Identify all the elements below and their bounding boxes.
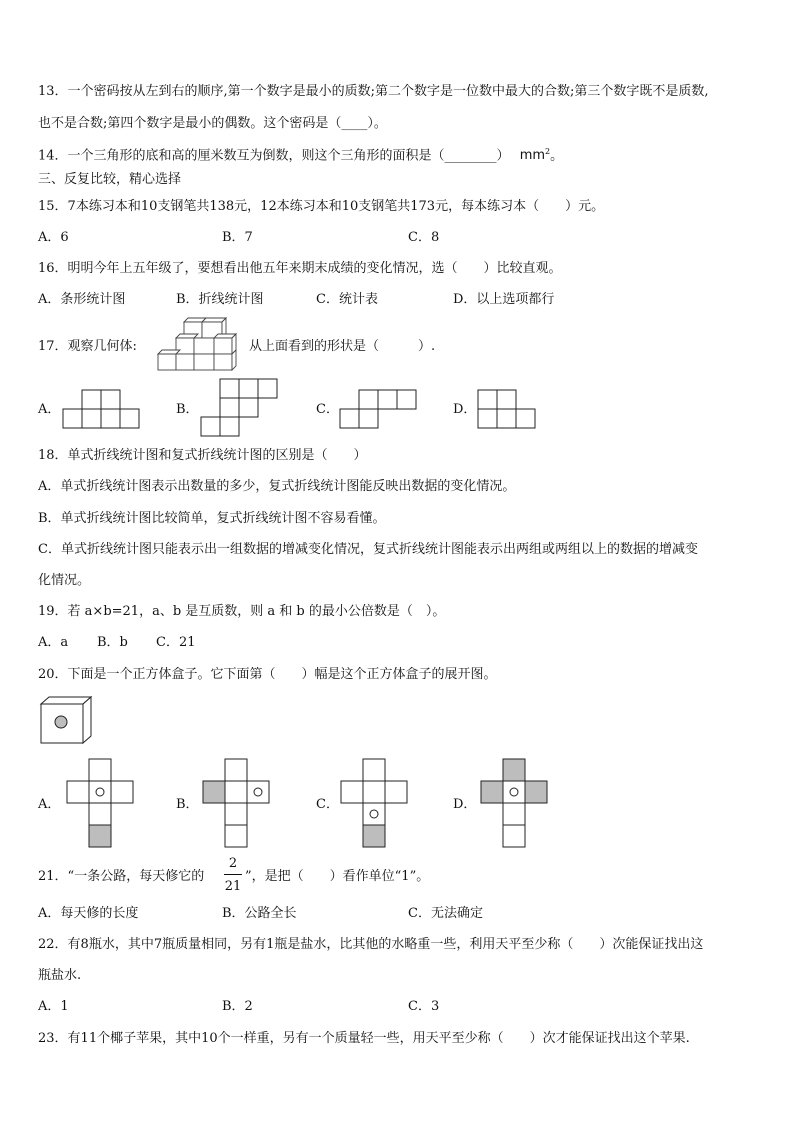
q20-option-c-net (340, 758, 410, 850)
q22-option-b[interactable]: B．2 (222, 999, 253, 1014)
q15-option-b[interactable]: B．7 (222, 230, 253, 245)
q13-line2: 也不是合数;第四个数字是最小的偶数。这个密码是（____）。 (38, 116, 387, 131)
q21-stem-a: 21．“一条公路，每天修它的 (38, 869, 205, 884)
q17-stem-a: 17．观察几何体: (38, 339, 137, 354)
q21-option-b[interactable]: B．公路全长 (222, 906, 297, 921)
q16-option-d[interactable]: D．以上选项都行 (453, 292, 555, 307)
q17-solid-figure (156, 320, 242, 372)
q18-option-c-line2: 化情况。 (38, 573, 91, 588)
q17-option-d-figure (477, 389, 537, 429)
q16-option-c[interactable]: C．统计表 (316, 292, 378, 307)
q18-option-c-line1[interactable]: C．单式折线统计图只能表示出一组数据的增减变化情况，复式折线统计图能表示出两组或两组以上的数据的增减变 (38, 542, 698, 557)
q21-fraction-bar (224, 874, 242, 875)
q18-stem: 18．单式折线统计图和复式折线统计图的区别是（ ） (38, 448, 367, 463)
q14-end: 。 (550, 148, 564, 164)
q17-option-b-figure (200, 378, 278, 438)
q14-stem (38, 148, 563, 162)
q14-unit: mm (519, 148, 546, 164)
q17-option-c-figure (339, 389, 417, 429)
q20-option-a-net (66, 758, 136, 850)
q20-option-d-net (480, 758, 550, 850)
q17-stem-b: 从上面看到的形状是（ ）. (249, 339, 436, 354)
q22-option-a[interactable]: A．1 (38, 999, 69, 1014)
q20-option-d[interactable]: D． (453, 797, 477, 812)
q19-option-c[interactable]: C．21 (156, 635, 196, 650)
q17-option-a-figure (62, 389, 140, 429)
q22-option-c[interactable]: C．3 (408, 999, 440, 1014)
q15-option-a[interactable]: A．6 (38, 230, 69, 245)
q20-cube-box (40, 696, 94, 746)
q14-text: 14．一个三角形的底和高的厘米数互为倒数，则这个三角形的面积是（________） (38, 148, 510, 164)
q16-stem: 16．明明今年上五年级了，要想看出他五年来期末成绩的变化情况，选（ ）比较直观。 (38, 261, 562, 276)
q21-option-c[interactable]: C．无法确定 (408, 906, 483, 921)
q15-stem: 15．7本练习本和10支钢笔共138元，12本练习本和10支钢笔共173元，每本练习本（ ）元。 (38, 199, 605, 214)
q21-fraction-numerator: 2 (228, 856, 238, 871)
q15-option-c[interactable]: C．8 (408, 230, 440, 245)
q17-option-b[interactable]: B． (176, 402, 199, 417)
q17-option-a[interactable]: A． (38, 402, 61, 417)
q21-fraction-denominator: 21 (224, 879, 242, 894)
q22-line1: 22．有8瓶水，其中7瓶质量相同，另有1瓶是盐水，比其他的水略重一些，利用天平至少称（ ）次能保证找出这 (38, 937, 704, 952)
q18-option-a[interactable]: A．单式折线统计图表示出数量的多少，复式折线统计图能反映出数据的变化情况。 (38, 479, 516, 494)
q20-option-c[interactable]: C． (316, 797, 339, 812)
q13-line1: 13．一个密码按从左到右的顺序,第一个数字是最小的质数;第二个数字是一位数中最大的合数;第三个数字既不是质数, (38, 84, 709, 99)
q20-stem: 20．下面是一个正方体盒子。它下面第（ ）幅是这个正方体盒子的展开图。 (38, 667, 497, 682)
q20-option-a[interactable]: A． (38, 797, 61, 812)
q21-option-a[interactable]: A．每天修的长度 (38, 906, 139, 921)
q22-line2: 瓶盐水. (38, 968, 82, 983)
q20-option-b[interactable]: B． (176, 797, 199, 812)
q18-option-b[interactable]: B．单式折线统计图比较简单，复式折线统计图不容易看懂。 (38, 511, 386, 526)
q23-stem: 23．有11个椰子苹果，其中10个一样重，另有一个质量轻一些，用天平至少称（ ）次才能保证找出这个苹果. (38, 1031, 690, 1046)
q20-option-b-net (202, 758, 272, 850)
q16-option-a[interactable]: A．条形统计图 (38, 292, 126, 307)
q19-option-b[interactable]: B．b (97, 635, 128, 650)
q17-option-c[interactable]: C． (316, 402, 339, 417)
q19-stem: 19．若 a×b=21，a、b 是互质数，则 a 和 b 的最小公倍数是（ ）。 (38, 604, 446, 619)
q14-unit-sup: 2 (545, 147, 551, 156)
q21-stem-b: ”，是把（ ）看作单位“1”。 (245, 869, 430, 884)
section-heading: 三、反复比较，精心选择 (38, 172, 182, 187)
q16-option-b[interactable]: B．折线统计图 (176, 292, 264, 307)
q19-option-a[interactable]: A．a (38, 635, 69, 650)
q17-option-d[interactable]: D． (453, 402, 477, 417)
